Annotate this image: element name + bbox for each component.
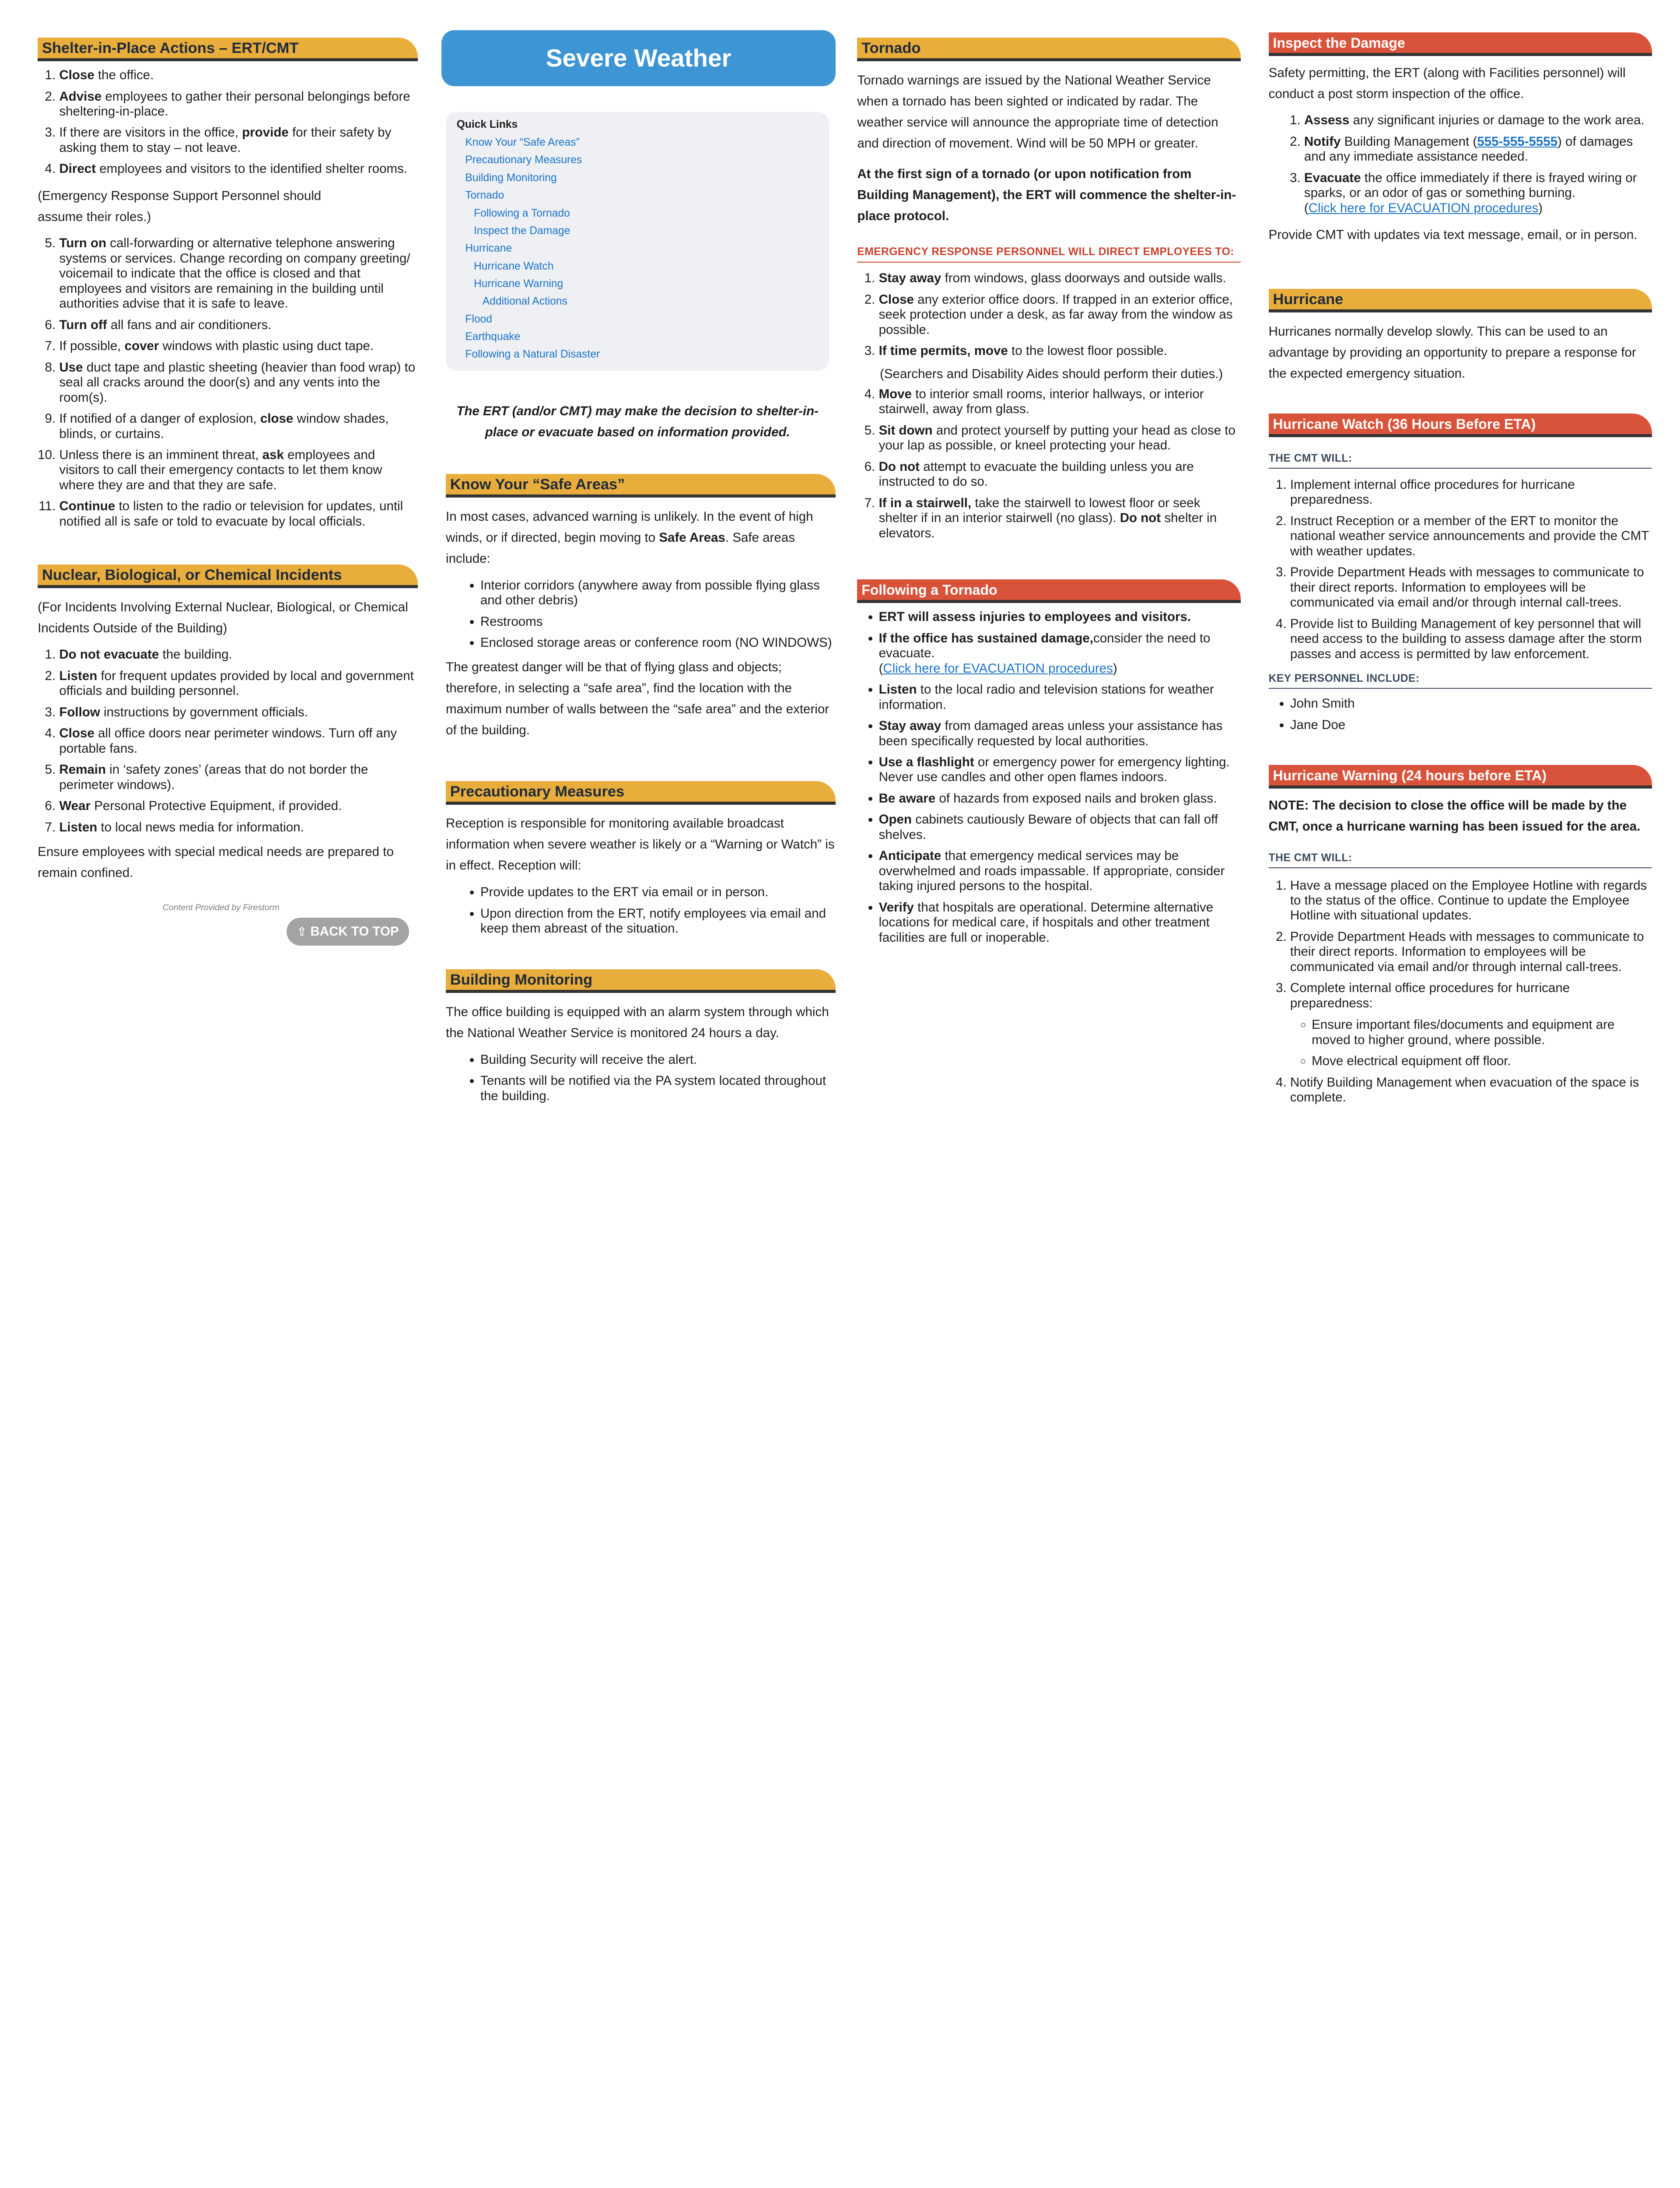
inspect-section — [1269, 32, 1652, 245]
list-item: 2. Listen for frequent updates provided by local and government officials and building personnel. — [59, 669, 418, 699]
quick-link-hurricane[interactable]: Hurricane — [465, 242, 512, 255]
list-item: 4. Move to interior small rooms, interior hallways, or interior stairwell, away from glass. — [879, 387, 1241, 417]
nbc-list — [38, 647, 418, 835]
quick-link-following-tornado[interactable]: Following a Tornado — [474, 207, 570, 219]
list-item: 5. Remain in ‘safety zones’ (areas that do not border the perimeter windows). — [59, 762, 418, 792]
quick-link-hurricane-warning[interactable]: Hurricane Warning — [474, 278, 564, 290]
list-item: 4. Direct employees and visitors to the identified shelter rooms. — [59, 161, 418, 176]
evacuation-link[interactable]: Click here for EVACUATION procedures — [1308, 200, 1539, 215]
list-item: 7. If in a stairwell, take the stairwell to lowest floor or seek shelter if in an interior stairwell (no glass). Do not shelter in elevators. — [879, 496, 1241, 541]
list-item: 11. Continue to listen to the radio or television for updates, until notified all is safe or told to evacuate by local officials. — [59, 499, 418, 529]
inspect-outro: Provide CMT with updates via text message, email, or in person. — [1268, 227, 1638, 242]
following-tornado-list — [857, 610, 1240, 945]
tornado-note: (Searchers and Disability Aides should perform their duties.) — [880, 366, 1223, 381]
warning-sublist — [1290, 1017, 1652, 1069]
list-item: • Open cabinets cautiously Beware of objects that can fall off shelves. — [879, 812, 1241, 842]
monitoring-header: Building Monitoring — [446, 969, 836, 993]
hurricane-warning-header: Hurricane Warning (24 hours before ETA) — [1269, 765, 1652, 789]
hurricane-section — [1269, 289, 1652, 384]
nbc-outro: Ensure employees with special medical needs are prepared to remain confined. — [38, 844, 394, 880]
list-item: 4. Notify Building Management when evacuation of the space is complete. — [1290, 1075, 1652, 1105]
monitoring-intro: The office building is equipped with an alarm system through which the National Weather Service is monitored 24 hours a day. — [446, 1005, 829, 1041]
list-item: • Restrooms — [480, 614, 836, 629]
quick-link-tornado[interactable]: Tornado — [465, 189, 504, 202]
shelter-list-a — [38, 68, 418, 177]
list-item: 5. Sit down and protect yourself by putting your head as close to your lap as possible, or kneel protecting your head. — [879, 423, 1241, 453]
tornado-subheading: EMERGENCY RESPONSE PERSONNEL WILL DIRECT EMPLOYEES TO: — [857, 246, 1240, 262]
list-item: 3. Provide Department Heads with messages to communicate to their direct reports. Information to employees will be communicated via email and/or through internal call-trees. — [1290, 565, 1652, 610]
inspect-intro: Safety permitting, the ERT (along with Facilities personnel) will conduct a post storm inspection of the office. — [1268, 65, 1626, 101]
back-to-top-label: BACK TO TOP — [310, 924, 399, 939]
list-item: • If the office has sustained damage,consider the need to evacuate. (Click here for EVACUATION procedures) — [879, 631, 1241, 676]
list-item: 5. Turn on call-forwarding or alternative telephone answering systems or services. Change recording on company greeting/ voicemail to indicate that the office is closed and that employees and visitors are remaining in the building until authorities advise that it is safe to leave. — [59, 236, 418, 311]
hurricane-header: Hurricane — [1269, 289, 1652, 312]
quick-link-following-disaster[interactable]: Following a Natural Disaster — [465, 348, 600, 361]
safe-areas-intro: In most cases, advanced warning is unlikely. In the event of high winds, or if directed, begin moving to Safe Areas. Safe areas include: — [446, 509, 813, 566]
list-item: 3. If time permits, move to the lowest floor possible. — [879, 344, 1241, 358]
quick-links-title: Quick Links — [456, 118, 518, 130]
list-item: • Listen to the local radio and television stations for weather information. — [879, 682, 1241, 712]
list-item: 1. Stay away from windows, glass doorways and outside walls. — [879, 271, 1241, 286]
list-item: 3. If there are visitors in the office, provide for their safety by asking them to stay – not leave. — [59, 125, 418, 155]
precaution-intro: Reception is responsible for monitoring available broadcast information when severe weather is likely or a “Warning or Watch” is in effect. Reception will: — [446, 816, 835, 873]
evacuation-link[interactable]: Click here for EVACUATION procedures — [883, 661, 1113, 676]
key-personnel-list — [1269, 696, 1652, 733]
list-item: • Stay away from damaged areas unless your assistance has been specifically requested by local authorities. — [879, 719, 1241, 749]
shelter-header: Shelter-in-Place Actions – ERT/CMT — [38, 38, 418, 61]
list-item: • Jane Doe — [1290, 718, 1652, 733]
safe-areas-list — [446, 578, 836, 651]
list-item: 8. Use duct tape and plastic sheeting (heavier than food wrap) to seal all cracks around the door(s) and any vents into the room(s). — [59, 360, 418, 405]
monitoring-list — [446, 1052, 836, 1104]
list-item: • Use a flashlight or emergency power for emergency lighting. Never use candles and other open flames indoors. — [879, 755, 1241, 785]
quick-link-flood[interactable]: Flood — [465, 313, 492, 325]
list-item: • Upon direction from the ERT, notify employees via email and keep them abreast of the situation. — [480, 906, 836, 936]
quick-links-panel — [446, 112, 829, 371]
safe-areas-section — [446, 474, 836, 741]
decision-note: The ERT (and/or CMT) may make the decision to shelter-in-place or evacuate based on information provided. — [456, 403, 819, 439]
up-arrow-icon: ⇧ — [297, 925, 307, 939]
quick-link-inspect-damage[interactable]: Inspect the Damage — [474, 224, 570, 237]
quick-link-safe-areas[interactable]: Know Your “Safe Areas” — [465, 137, 580, 149]
list-item: 2. Close any exterior office doors. If trapped in an exterior office, seek protection under a desk, as far away from the window as possible. — [879, 292, 1241, 337]
list-item: 2. Advise employees to gather their personal belongings before sheltering-in-place. — [59, 89, 418, 119]
tornado-intro: Tornado warnings are issued by the National Weather Service when a tornado has been sighted or indicated by radar. The weather service will announce the appropriate time of detection and direction of movement. Wind will be 50 MPH or greater. — [857, 73, 1218, 151]
hurricane-warning-section — [1269, 765, 1652, 1112]
list-item: • Interior corridors (anywhere away from possible flying glass and other debris) — [480, 578, 836, 608]
quick-link-building-monitoring[interactable]: Building Monitoring — [465, 172, 557, 184]
hurricane-watch-header: Hurricane Watch (36 Hours Before ETA) — [1269, 414, 1652, 437]
tornado-section — [857, 38, 1240, 547]
safe-areas-outro: The greatest danger will be that of flying glass and objects; therefore, in selecting a “safe area”, find the location with the maximum number of walls between the “safe area” and the exterior of the building. — [446, 660, 830, 738]
quick-link-additional-actions[interactable]: Additional Actions — [482, 295, 567, 308]
list-item: • Anticipate that emergency medical services may be overwhelmed and roads impassable. If appropriate, consider taking injured persons to the hospital. — [879, 849, 1241, 894]
list-item: 1. Implement internal office procedures for hurricane preparedness. — [1290, 477, 1652, 508]
shelter-list-b — [38, 236, 418, 529]
tornado-list-a — [857, 271, 1240, 358]
list-item: 1. Close the office. — [59, 68, 418, 83]
precaution-header: Precautionary Measures — [446, 781, 836, 805]
precaution-section — [446, 781, 836, 943]
warning-subheading: THE CMT WILL: — [1269, 852, 1652, 868]
list-item: • Building Security will receive the alert. — [480, 1052, 836, 1067]
list-item: • ERT will assess injuries to employees and visitors. — [879, 610, 1241, 624]
list-item: ◦ Move electrical equipment off floor. — [1312, 1054, 1652, 1069]
warning-list — [1269, 878, 1652, 1105]
list-item: 3. Complete internal office procedures for hurricane preparedness: ◦ Ensure important files/documents and equipment are moved to higher ground, where possible. ◦ Move electrical equipment off floor. — [1290, 981, 1652, 1069]
back-to-top-button[interactable] — [287, 918, 410, 946]
tornado-list-b — [857, 387, 1240, 541]
watch-subheading: THE CMT WILL: — [1269, 452, 1652, 469]
inspect-header: Inspect the Damage — [1269, 32, 1652, 56]
list-item: 7. Listen to local news media for information. — [59, 820, 418, 835]
list-item: • Tenants will be notified via the PA system located throughout the building. — [480, 1073, 836, 1104]
quick-link-hurricane-watch[interactable]: Hurricane Watch — [474, 260, 554, 272]
nbc-section — [38, 565, 418, 884]
key-personnel-subheading: KEY PERSONNEL INCLUDE: — [1269, 673, 1652, 689]
list-item: 1. Assess any significant injuries or damage to the work area. — [1304, 113, 1652, 128]
nbc-intro: (For Incidents Involving External Nuclear, Biological, or Chemical Incidents Outside of the Building) — [38, 600, 408, 635]
list-item: 1. Do not evacuate the building. — [59, 647, 418, 662]
list-item: ◦ Ensure important files/documents and equipment are moved to higher ground, where possible. — [1312, 1017, 1652, 1048]
list-item: 1. Have a message placed on the Employee Hotline with regards to the status of the office. Continue to update the Employee Hotline with situational updates. — [1290, 878, 1652, 923]
page-title: Severe Weather — [441, 30, 836, 86]
list-item: 2. Notify Building Management (555-555-5555) of damages and any immediate assistance needed. — [1304, 134, 1652, 165]
shelter-note: (Emergency Response Support Personnel should assume their roles.) — [38, 188, 322, 224]
watch-list — [1269, 477, 1652, 662]
tornado-header: Tornado — [857, 38, 1240, 61]
quick-link-earthquake[interactable]: Earthquake — [465, 331, 521, 343]
list-item: • Verify that hospitals are operational. Determine alternative locations for medical care, if hospitals and other treatment facilities are full or inoperable. — [879, 900, 1241, 945]
warning-note: NOTE: The decision to close the office will be made by the CMT, once a hurricane warning has been issued for the area. — [1268, 798, 1641, 834]
list-item: 4. Provide list to Building Management of key personnel that will need access to the building to assess damage after the storm passes and access is permitted by law enforcement. — [1290, 617, 1652, 662]
list-item: 4. Close all office doors near perimeter windows. Turn off any portable fans. — [59, 726, 418, 756]
list-item: 7. If possible, cover windows with plastic using duct tape. — [59, 339, 418, 354]
phone-link[interactable]: 555-555-5555 — [1477, 134, 1558, 149]
list-item: • Provide updates to the ERT via email or in person. — [480, 885, 836, 900]
monitoring-section — [446, 969, 836, 1110]
list-item: 2. Instruct Reception or a member of the ERT to monitor the national weather service announcements and provide the CMT with weather updates. — [1290, 514, 1652, 559]
hurricane-watch-section — [1269, 414, 1652, 739]
following-tornado-section — [857, 579, 1240, 951]
list-item: 3. Follow instructions by government officials. — [59, 705, 418, 720]
safe-areas-header: Know Your “Safe Areas” — [446, 474, 836, 498]
list-item: • John Smith — [1290, 696, 1652, 711]
list-item: 6. Wear Personal Protective Equipment, if provided. — [59, 799, 418, 813]
content-credit: Content Provided by Firestorm — [162, 902, 280, 912]
list-item: 6. Turn off all fans and air conditioners. — [59, 318, 418, 333]
list-item: 3. Evacuate the office immediately if there is frayed wiring or sparks, or an odor of gas or something burning. (Click here for EVACUATION procedures) — [1304, 171, 1652, 216]
list-item: 9. If notified of a danger of explosion, close window shades, blinds, or curtains. — [59, 411, 418, 442]
shelter-section — [38, 38, 418, 535]
inspect-list — [1269, 113, 1652, 216]
hurricane-intro: Hurricanes normally develop slowly. This can be used to an advantage by providing an opportunity to prepare a response for the expected emergency situation. — [1268, 324, 1636, 381]
tornado-bold-note: At the first sign of a tornado (or upon notification from Building Management), the ERT will commence the shelter-in-place protocol. — [857, 167, 1236, 224]
quick-link-precautionary[interactable]: Precautionary Measures — [465, 154, 582, 166]
precaution-list — [446, 885, 836, 936]
nbc-header: Nuclear, Biological, or Chemical Incidents — [38, 565, 418, 588]
list-item: 6. Do not attempt to evacuate the building unless you are instructed to do so. — [879, 459, 1241, 490]
list-item: • Be aware of hazards from exposed nails and broken glass. — [879, 791, 1241, 806]
list-item: • Enclosed storage areas or conference room (NO WINDOWS) — [480, 635, 836, 650]
following-tornado-header: Following a Tornado — [857, 579, 1240, 603]
list-item: 10. Unless there is an imminent threat, ask employees and visitors to call their emergency contacts to let them know where they are and that they are safe. — [59, 448, 418, 493]
list-item: 2. Provide Department Heads with messages to communicate to their direct reports. Information to employees will be communicated via email and/or through internal call-trees. — [1290, 929, 1652, 975]
